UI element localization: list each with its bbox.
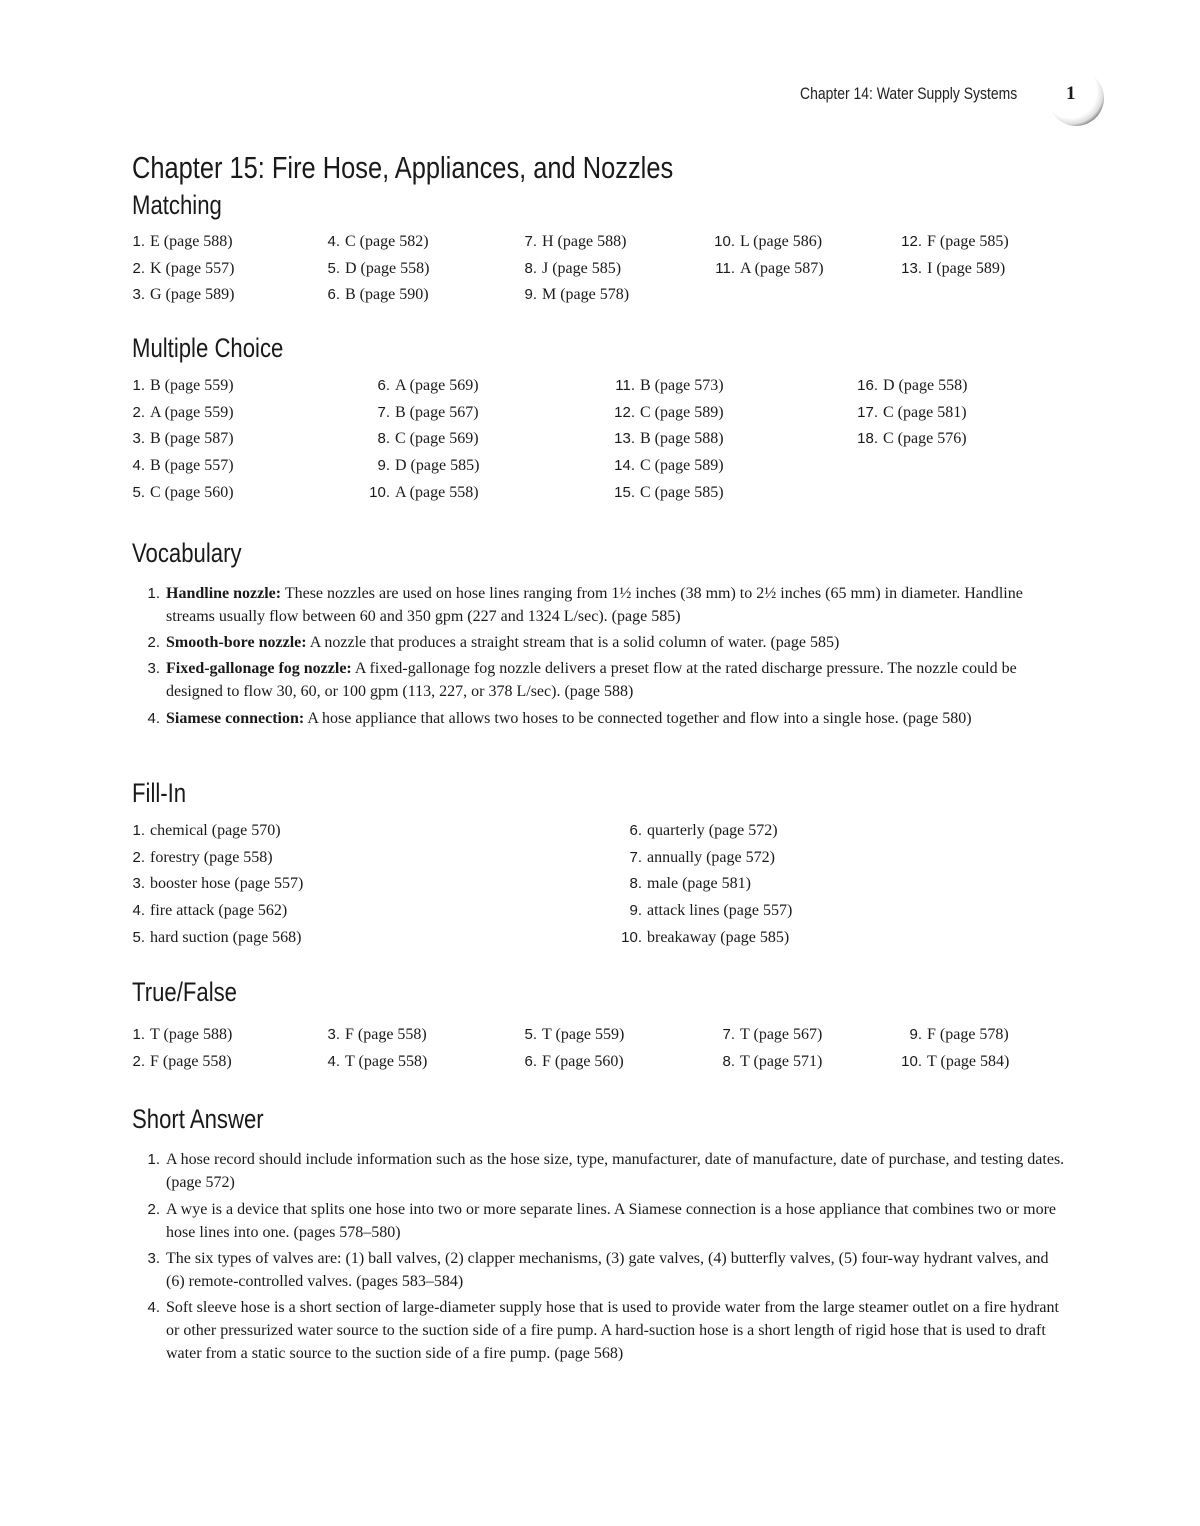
answer-item — [515, 1026, 624, 1044]
item-number: 5. — [132, 483, 145, 501]
item-answer: T (page 584) — [927, 1052, 1010, 1070]
item-answer: C (page 581) — [883, 403, 967, 421]
item-number: 4. — [147, 1299, 160, 1316]
answer-item — [900, 1053, 1009, 1071]
vocabulary-item — [140, 707, 1070, 730]
item-number: 3. — [147, 1250, 160, 1267]
item-number: 13. — [614, 430, 635, 448]
page-number: 1 — [1066, 83, 1076, 104]
item-answer: F (page 578) — [927, 1026, 1009, 1043]
item-answer: F (page 560) — [542, 1052, 624, 1070]
answer-item — [123, 377, 234, 395]
item-answer: T (page 571) — [740, 1052, 823, 1070]
item-answer: M (page 578) — [542, 286, 630, 304]
item-number: 4. — [327, 233, 340, 250]
section-heading-multiple-choice: Multiple Choice — [132, 333, 284, 363]
answer-item — [368, 377, 479, 395]
section-heading-true-false: True/False — [132, 977, 237, 1007]
item-number: 2. — [132, 259, 145, 277]
item-answer: fire attack (page 562) — [150, 902, 288, 920]
item-number: 15. — [614, 483, 635, 501]
answer-item — [620, 902, 792, 920]
item-number: 7. — [722, 1026, 735, 1043]
answer-item — [123, 929, 302, 947]
item-answer: D (page 558) — [345, 259, 430, 277]
page-number-badge — [1048, 70, 1104, 126]
vocabulary-term: Fixed-gallonage fog nozzle: — [166, 660, 352, 677]
running-header: Chapter 14: Water Supply Systems — [800, 84, 1018, 103]
answer-item — [713, 233, 822, 251]
vocabulary-definition: A nozzle that produces a straight stream that is a solid column of water. (page 585) — [306, 634, 840, 651]
item-answer: B (page 587) — [150, 430, 234, 448]
item-answer: F (page 558) — [150, 1052, 232, 1070]
answer-text: A hose record should include information such as the hose size, type, manufacturer, date of manufacture, date of purchase, and testing dates. (page 572) — [166, 1151, 1065, 1191]
item-number: 9. — [629, 902, 642, 920]
item-answer: B (page 573) — [640, 377, 724, 394]
item-answer: T (page 558) — [345, 1052, 428, 1070]
answer-item — [515, 286, 629, 304]
answer-item — [713, 1053, 822, 1071]
item-number: 3. — [132, 875, 145, 893]
item-number: 4. — [132, 457, 145, 475]
item-number: 11. — [615, 377, 635, 394]
item-number: 4. — [147, 710, 160, 727]
item-number: 1. — [132, 233, 145, 250]
item-number: 2. — [132, 403, 145, 421]
item-answer: T (page 567) — [740, 1026, 823, 1043]
answer-item — [318, 260, 429, 278]
answer-item — [123, 286, 234, 304]
answer-item — [318, 286, 429, 304]
item-answer: G (page 589) — [150, 286, 235, 304]
item-answer: B (page 557) — [150, 457, 234, 475]
item-number: 6. — [377, 377, 390, 394]
item-answer: annually (page 572) — [647, 848, 775, 866]
item-number: 9. — [524, 286, 537, 304]
section-heading-vocabulary: Vocabulary — [132, 538, 242, 568]
short-answer-item — [140, 1247, 1070, 1293]
item-answer: attack lines (page 557) — [647, 902, 793, 920]
item-number: 1. — [132, 377, 145, 394]
answer-item — [123, 430, 234, 448]
answer-item — [123, 260, 234, 278]
item-number: 3. — [132, 286, 145, 304]
answer-item — [515, 260, 621, 278]
answer-item — [318, 233, 429, 251]
item-number: 12. — [901, 233, 922, 250]
answer-item — [613, 484, 724, 502]
answer-item — [368, 404, 479, 422]
item-answer: A (page 587) — [740, 259, 824, 277]
vocabulary-item — [140, 582, 1070, 628]
answer-item — [123, 822, 281, 840]
answer-item — [368, 484, 479, 502]
answer-item — [123, 1053, 232, 1071]
answer-item — [123, 849, 273, 867]
item-number: 13. — [901, 259, 922, 277]
short-answer-item — [140, 1296, 1070, 1365]
item-answer: breakaway (page 585) — [647, 928, 790, 946]
answer-item — [613, 404, 724, 422]
item-answer: B (page 567) — [395, 403, 479, 421]
item-number: 8. — [524, 259, 537, 277]
item-number: 2. — [147, 634, 160, 651]
answer-item — [123, 233, 233, 251]
item-number: 3. — [132, 430, 145, 448]
item-number: 2. — [132, 848, 145, 866]
answer-item — [368, 430, 479, 448]
item-answer: B (page 559) — [150, 377, 234, 394]
item-number: 8. — [722, 1052, 735, 1070]
answer-item — [613, 377, 724, 395]
item-number: 2. — [132, 1052, 145, 1070]
answer-item — [123, 457, 234, 475]
vocabulary-term: Handline nozzle: — [166, 585, 282, 602]
answer-item — [620, 875, 751, 893]
answer-item — [856, 404, 967, 422]
item-number: 6. — [327, 286, 340, 304]
item-number: 18. — [857, 430, 878, 448]
answer-text: The six types of valves are: (1) ball valves, (2) clapper mechanisms, (3) gate valves, (4) butterfly valves, (5) four-way hydrant valves, and (6) remote-controlled valves. (pages 583–584) — [166, 1250, 1049, 1290]
item-answer: A (page 558) — [395, 483, 479, 501]
item-number: 1. — [147, 585, 160, 602]
answer-item — [713, 1026, 822, 1044]
item-answer: quarterly (page 572) — [647, 822, 778, 839]
item-number: 8. — [377, 430, 390, 448]
item-number: 5. — [132, 928, 145, 946]
vocabulary-item — [140, 657, 1070, 703]
item-answer: F (page 558) — [345, 1026, 427, 1043]
item-answer: T (page 559) — [542, 1026, 625, 1043]
item-number: 6. — [524, 1052, 537, 1070]
answer-item — [515, 1053, 624, 1071]
answer-item — [613, 430, 724, 448]
item-answer: C (page 585) — [640, 483, 724, 501]
answer-item — [318, 1026, 427, 1044]
item-answer: D (page 558) — [883, 377, 968, 394]
answer-item — [713, 260, 824, 278]
item-answer: A (page 569) — [395, 377, 479, 394]
item-number: 9. — [909, 1026, 922, 1043]
item-answer: chemical (page 570) — [150, 822, 281, 839]
short-answer-item — [140, 1198, 1070, 1244]
item-answer: C (page 582) — [345, 233, 429, 250]
item-number: 14. — [614, 457, 635, 475]
item-answer: I (page 589) — [927, 259, 1006, 277]
answer-item — [900, 260, 1005, 278]
vocabulary-definition: A hose appliance that allows two hoses to be connected together and flow into a single hose. (page 580) — [304, 710, 972, 727]
vocabulary-item — [140, 631, 1070, 654]
item-number: 7. — [629, 848, 642, 866]
answer-item — [318, 1053, 427, 1071]
item-number: 3. — [327, 1026, 340, 1043]
item-answer: E (page 588) — [150, 233, 233, 250]
item-answer: K (page 557) — [150, 259, 235, 277]
answer-item — [123, 484, 234, 502]
answer-item — [620, 822, 778, 840]
item-number: 5. — [327, 259, 340, 277]
item-number: 17. — [857, 403, 878, 421]
item-number: 5. — [524, 1026, 537, 1043]
answer-item — [620, 929, 789, 947]
item-answer: A (page 559) — [150, 403, 234, 421]
item-number: 1. — [132, 1026, 145, 1043]
item-number: 6. — [629, 822, 642, 839]
answer-item — [856, 377, 967, 395]
answer-item — [620, 849, 775, 867]
item-number: 10. — [714, 233, 735, 250]
item-answer: C (page 576) — [883, 430, 967, 448]
answer-item — [900, 233, 1009, 251]
answer-item — [613, 457, 724, 475]
item-number: 10. — [369, 483, 390, 501]
item-answer: C (page 589) — [640, 403, 724, 421]
section-heading-fill-in: Fill-In — [132, 778, 187, 808]
vocabulary-term: Smooth-bore nozzle: — [166, 634, 307, 651]
item-number: 2. — [147, 1201, 160, 1218]
answer-text: A wye is a device that splits one hose into two or more separate lines. A Siamese connection is a hose appliance that combines two or more hose lines into one. (pages 578–580) — [166, 1201, 1056, 1241]
answer-item — [123, 902, 287, 920]
section-heading-short-answer: Short Answer — [132, 1104, 264, 1134]
vocabulary-term: Siamese connection: — [166, 710, 305, 727]
item-number: 3. — [147, 660, 160, 677]
item-number: 4. — [327, 1052, 340, 1070]
item-number: 11. — [715, 259, 735, 277]
item-answer: C (page 589) — [640, 457, 724, 475]
item-answer: forestry (page 558) — [150, 848, 273, 866]
answer-item — [123, 1026, 232, 1044]
item-number: 1. — [147, 1151, 160, 1168]
item-number: 16. — [857, 377, 878, 394]
chapter-title: Chapter 15: Fire Hose, Appliances, and Nozzles — [132, 150, 674, 185]
item-answer: H (page 588) — [542, 233, 627, 250]
answer-item — [123, 875, 303, 893]
item-number: 10. — [621, 928, 642, 946]
answer-item — [368, 457, 479, 475]
item-number: 9. — [377, 457, 390, 475]
item-answer: C (page 560) — [150, 483, 234, 501]
item-number: 7. — [377, 403, 390, 421]
item-answer: J (page 585) — [542, 259, 622, 277]
item-answer: C (page 569) — [395, 430, 479, 448]
item-number: 1. — [132, 822, 145, 839]
item-answer: D (page 585) — [395, 457, 480, 475]
item-answer: B (page 590) — [345, 286, 429, 304]
item-answer: L (page 586) — [740, 233, 823, 250]
item-answer: male (page 581) — [647, 875, 751, 893]
item-answer: B (page 588) — [640, 430, 724, 448]
short-answer-item — [140, 1148, 1070, 1194]
answer-item — [515, 233, 626, 251]
item-answer: F (page 585) — [927, 233, 1009, 250]
item-number: 12. — [614, 403, 635, 421]
item-answer: T (page 588) — [150, 1026, 233, 1043]
answer-text: Soft sleeve hose is a short section of large-diameter supply hose that is used to provide water from the large steamer outlet on a fire hydrant or other pressurized water source to the suction side of a fire pump. A hard-suction hose is a short length of rigid hose that is used to draft water from a static source to the suction side of a fire pump. (page 568) — [166, 1299, 1059, 1362]
section-heading-matching: Matching — [132, 190, 222, 220]
item-answer: booster hose (page 557) — [150, 875, 304, 893]
answer-item — [900, 1026, 1009, 1044]
item-number: 4. — [132, 902, 145, 920]
answer-item — [123, 404, 234, 422]
answer-item — [856, 430, 967, 448]
item-number: 10. — [901, 1052, 922, 1070]
item-answer: hard suction (page 568) — [150, 928, 302, 946]
item-number: 7. — [524, 233, 537, 250]
vocabulary-definition: These nozzles are used on hose lines ranging from 1½ inches (38 mm) to 2½ inches (65 mm) in diameter. Handline streams usually flow between 60 and 350 gpm (227 and 1324 L/sec). (page 585) — [166, 585, 1023, 625]
item-number: 8. — [629, 875, 642, 893]
vocabulary-definition: A fixed-gallonage fog nozzle delivers a preset flow at the rated discharge pressure. The nozzle could be designed to flow 30, 60, or 100 gpm (113, 227, or 378 L/sec). (page 588) — [166, 660, 1017, 700]
